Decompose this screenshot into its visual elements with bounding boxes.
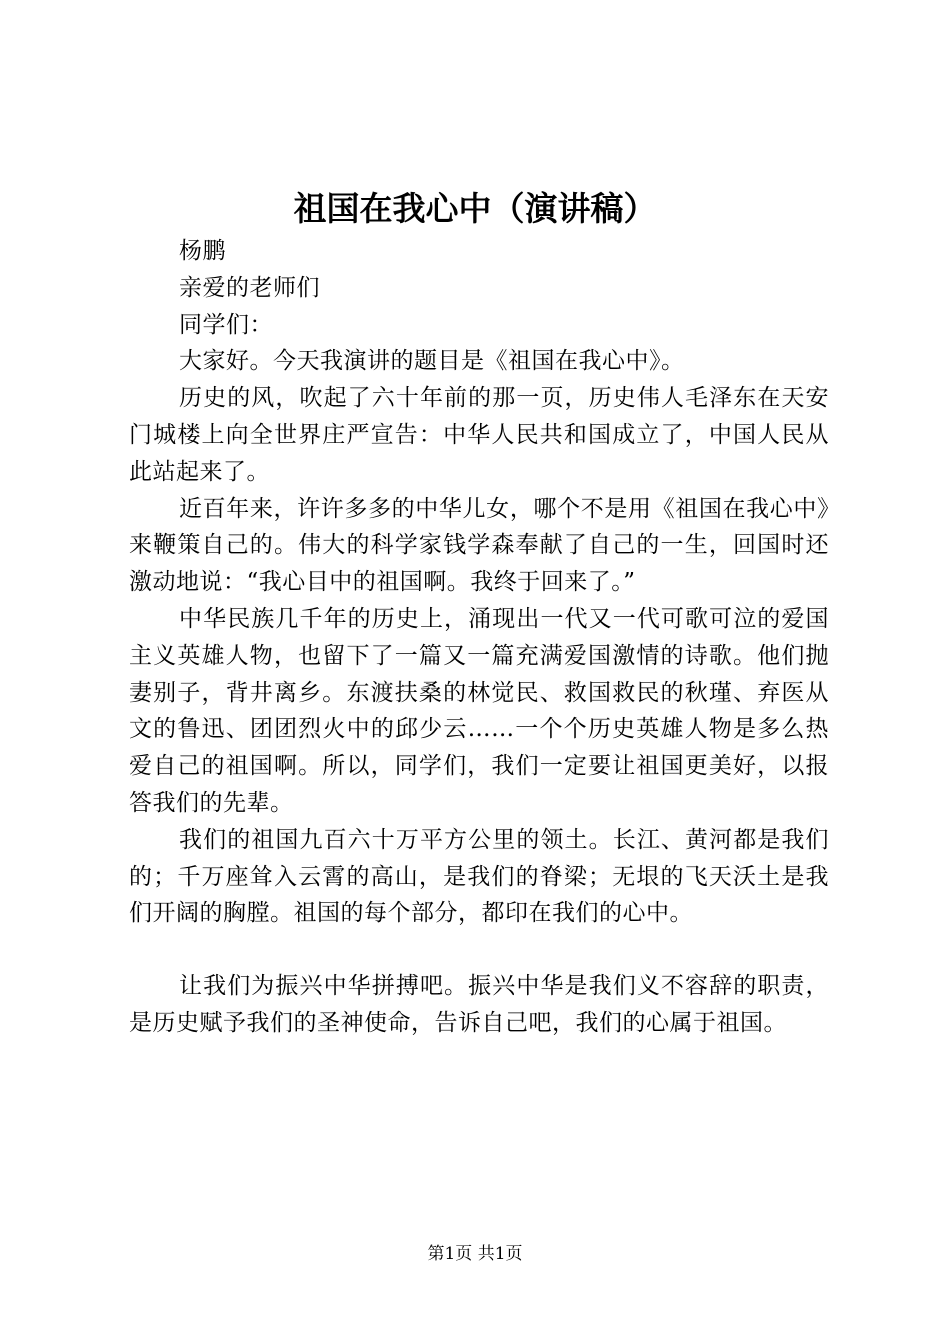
paragraph-qian-xuesen: 近百年来，许许多多的中华儿女，哪个不是用《祖国在我心中》来鞭策自己的。伟大的科学家钱学森奉献了自己的一生，回国时还激动地说：“我心目中的祖国啊。我终于回来了。” (129, 495, 829, 596)
paragraph-history: 历史的风，吹起了六十年前的那一页，历史伟人毛泽东在天安门城楼上向全世界庄严宣告：中华人民共和国成立了，中国人民从此站起来了。 (129, 385, 829, 485)
document-title: 祖国在我心中（演讲稿） (293, 189, 657, 228)
paragraph-intro: 大家好。今天我演讲的题目是《祖国在我心中》。 (179, 348, 685, 375)
paragraph-territory: 我们的祖国九百六十万平方公里的领土。长江、黄河都是我们的；千万座耸入云霄的高山，是我们的脊梁；无垠的飞天沃土是我们开阔的胸膛。祖国的每个部分，都印在我们的心中。 (129, 826, 829, 927)
paragraph-spacer (129, 932, 829, 968)
author-line: 杨鹏 (179, 238, 226, 264)
paragraph-heroes: 中华民族几千年的历史上，涌现出一代又一代可歌可泣的爱国主义英雄人物，也留下了一篇又一篇充满爱国激情的诗歌。他们抛妻别子，背井离乡。东渡扶桑的林觉民、救国救民的秋瑾、弃医从文的鲁迅、团团烈火中的邱少云……一个个历史英雄人物是多么热爱自己的祖国啊。所以，同学们，我们一定要让祖国更美好，以报答我们的先辈。 (129, 605, 829, 816)
greeting-students: 同学们： (179, 311, 273, 338)
page-footer: 第1页 共1页 (427, 1244, 523, 1264)
document-body (129, 233, 829, 1042)
paragraph-closing: 让我们为振兴中华拼搏吧。振兴中华是我们义不容辞的职责，是历史赋予我们的圣神使命，告诉自己吧，我们的心属于祖国。 (129, 973, 829, 1036)
greeting-teachers: 亲爱的老师们 (179, 274, 320, 301)
